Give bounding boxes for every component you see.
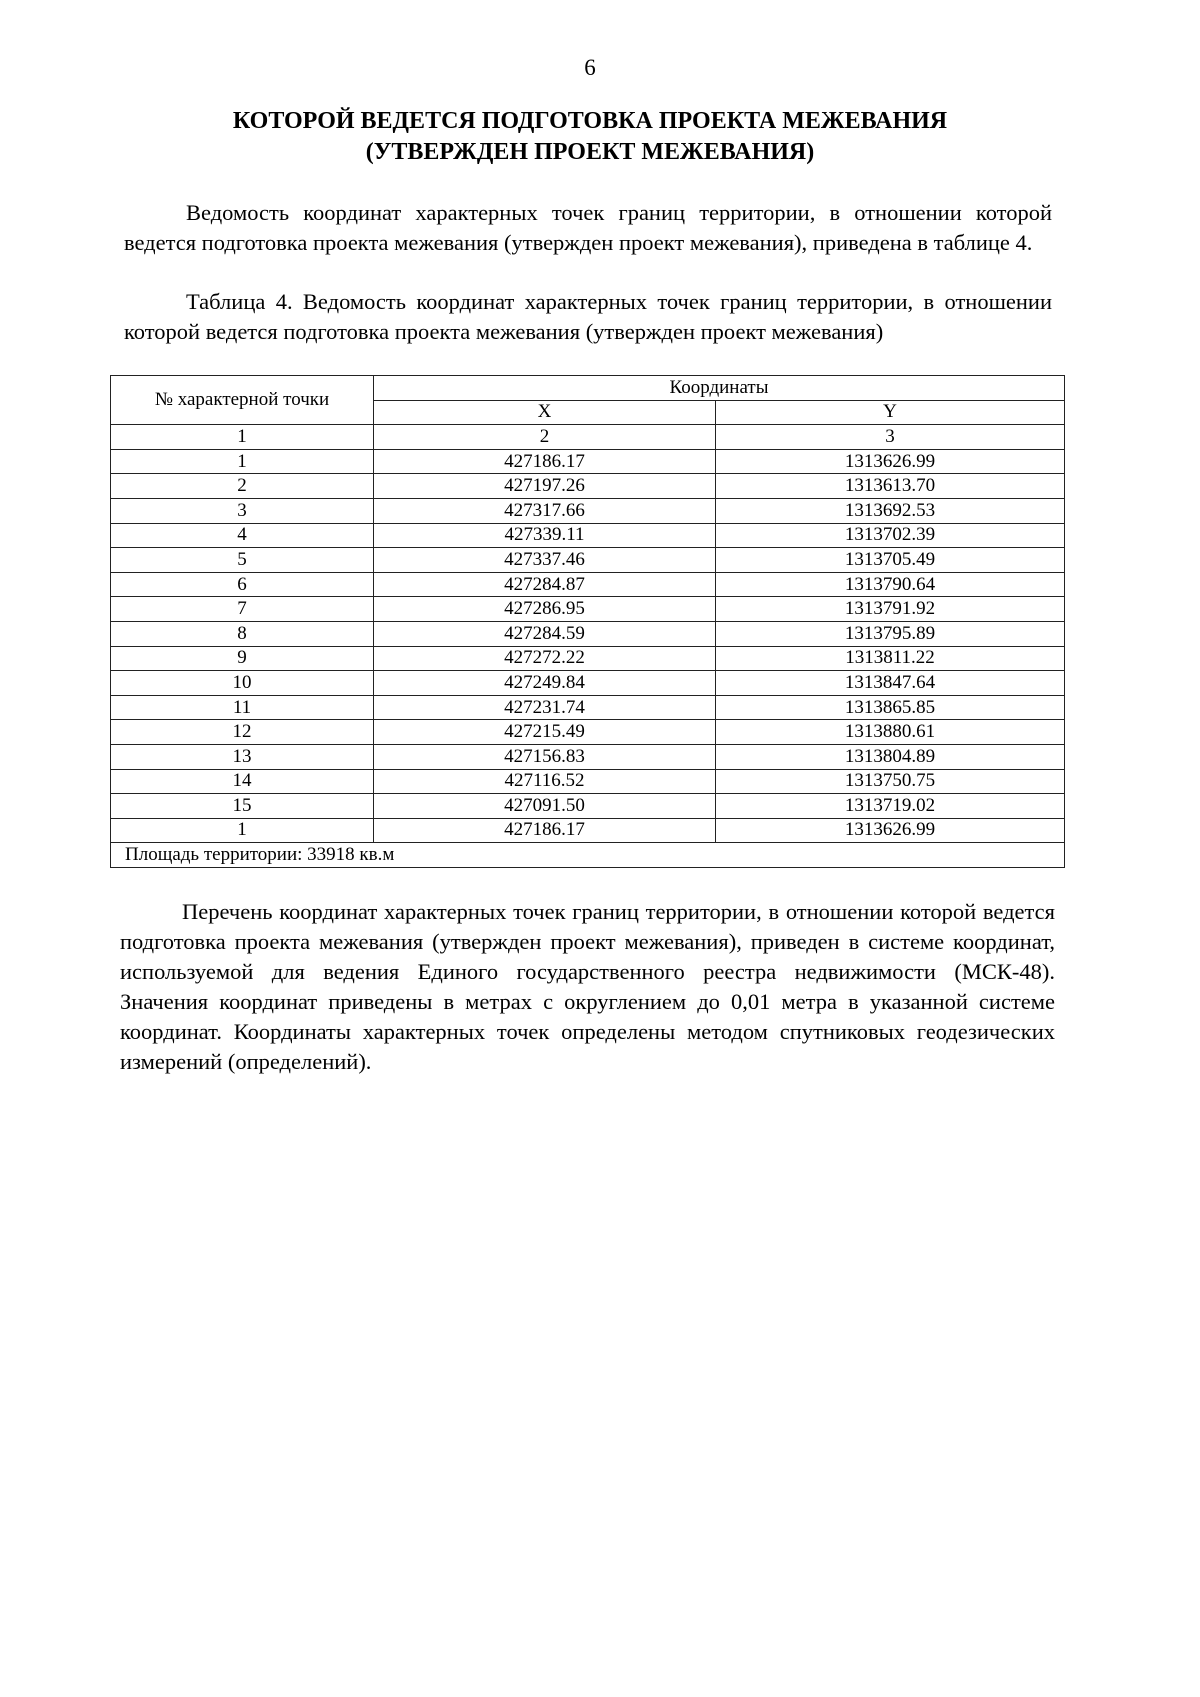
coordinates-table (110, 375, 1065, 868)
x-coordinate: 427156.83 (374, 744, 716, 769)
table-row (111, 548, 1065, 573)
x-coordinate: 427215.49 (374, 720, 716, 745)
y-coordinate: 1313880.61 (716, 720, 1065, 745)
x-coordinate: 427186.17 (374, 449, 716, 474)
header-point: № характерной точки (111, 376, 374, 425)
table-row (111, 597, 1065, 622)
x-coordinate: 427116.52 (374, 769, 716, 794)
area-total: Площадь территории: 33918 кв.м (111, 843, 1065, 868)
table-row (111, 671, 1065, 696)
table-row (111, 498, 1065, 523)
y-coordinate: 1313692.53 (716, 498, 1065, 523)
y-coordinate: 1313705.49 (716, 548, 1065, 573)
x-coordinate: 427284.59 (374, 621, 716, 646)
page-number: 6 (584, 55, 596, 80)
x-coordinate: 427186.17 (374, 818, 716, 843)
header-coords: Координаты (374, 376, 1065, 401)
column-number: 2 (374, 425, 716, 450)
point-number: 4 (111, 523, 374, 548)
y-coordinate: 1313804.89 (716, 744, 1065, 769)
point-number: 11 (111, 695, 374, 720)
y-coordinate: 1313613.70 (716, 474, 1065, 499)
point-number: 3 (111, 498, 374, 523)
header-x: X (374, 400, 716, 425)
table-row (111, 818, 1065, 843)
table-header-row (111, 376, 1065, 401)
section-heading (110, 106, 1070, 168)
point-number: 14 (111, 769, 374, 794)
x-coordinate: 427272.22 (374, 646, 716, 671)
y-coordinate: 1313865.85 (716, 695, 1065, 720)
table-row (111, 523, 1065, 548)
table-row (111, 720, 1065, 745)
point-number: 7 (111, 597, 374, 622)
y-coordinate: 1313795.89 (716, 621, 1065, 646)
point-number: 12 (111, 720, 374, 745)
x-coordinate: 427339.11 (374, 523, 716, 548)
column-number: 1 (111, 425, 374, 450)
y-coordinate: 1313791.92 (716, 597, 1065, 622)
y-coordinate: 1313626.99 (716, 818, 1065, 843)
table-footer-row (111, 843, 1065, 868)
x-coordinate: 427231.74 (374, 695, 716, 720)
y-coordinate: 1313847.64 (716, 671, 1065, 696)
x-coordinate: 427249.84 (374, 671, 716, 696)
table-row (111, 646, 1065, 671)
y-coordinate: 1313811.22 (716, 646, 1065, 671)
table-caption: Таблица 4. Ведомость координат характерных точек границ территории, в отношении которой ведется подготовка проекта межевания (утвержден проект межевания) (124, 289, 1052, 344)
table-row (111, 744, 1065, 769)
heading-line: КОТОРОЙ ВЕДЕТСЯ ПОДГОТОВКА ПРОЕКТА МЕЖЕВАНИЯ (232, 108, 948, 134)
point-number: 2 (111, 474, 374, 499)
point-number: 1 (111, 818, 374, 843)
point-number: 13 (111, 744, 374, 769)
column-number: 3 (716, 425, 1065, 450)
table-row (111, 794, 1065, 819)
x-coordinate: 427284.87 (374, 572, 716, 597)
point-number: 8 (111, 621, 374, 646)
table-row (111, 621, 1065, 646)
x-coordinate: 427197.26 (374, 474, 716, 499)
point-number: 15 (111, 794, 374, 819)
heading-line: (УТВЕРЖДЕН ПРОЕКТ МЕЖЕВАНИЯ) (365, 139, 815, 165)
table-row (111, 449, 1065, 474)
x-coordinate: 427317.66 (374, 498, 716, 523)
column-number-row (111, 425, 1065, 450)
y-coordinate: 1313750.75 (716, 769, 1065, 794)
y-coordinate: 1313719.02 (716, 794, 1065, 819)
x-coordinate: 427091.50 (374, 794, 716, 819)
table-row (111, 474, 1065, 499)
point-number: 5 (111, 548, 374, 573)
table-row (111, 695, 1065, 720)
y-coordinate: 1313702.39 (716, 523, 1065, 548)
point-number: 10 (111, 671, 374, 696)
intro-paragraph: Ведомость координат характерных точек границ территории, в отношении которой ведется подготовка проекта межевания (утвержден проект межевания), приведена в таблице 4. (124, 200, 1052, 255)
x-coordinate: 427286.95 (374, 597, 716, 622)
table-row (111, 572, 1065, 597)
point-number: 1 (111, 449, 374, 474)
point-number: 6 (111, 572, 374, 597)
closing-paragraph: Перечень координат характерных точек границ территории, в отношении которой ведется подготовка проекта межевания (утвержден проект межевания), приведен в системе координат, используемой для ведения Единого государственного реестра недвижимости (МСК-48). Значения координат приведены в метрах с округлением до 0,01 метра в указанной системе координат. Координаты характерных точек определены методом спутниковых геодезических измерений (определений). (120, 899, 1055, 1074)
table-row (111, 769, 1065, 794)
point-number: 9 (111, 646, 374, 671)
y-coordinate: 1313790.64 (716, 572, 1065, 597)
header-y: Y (716, 400, 1065, 425)
y-coordinate: 1313626.99 (716, 449, 1065, 474)
x-coordinate: 427337.46 (374, 548, 716, 573)
